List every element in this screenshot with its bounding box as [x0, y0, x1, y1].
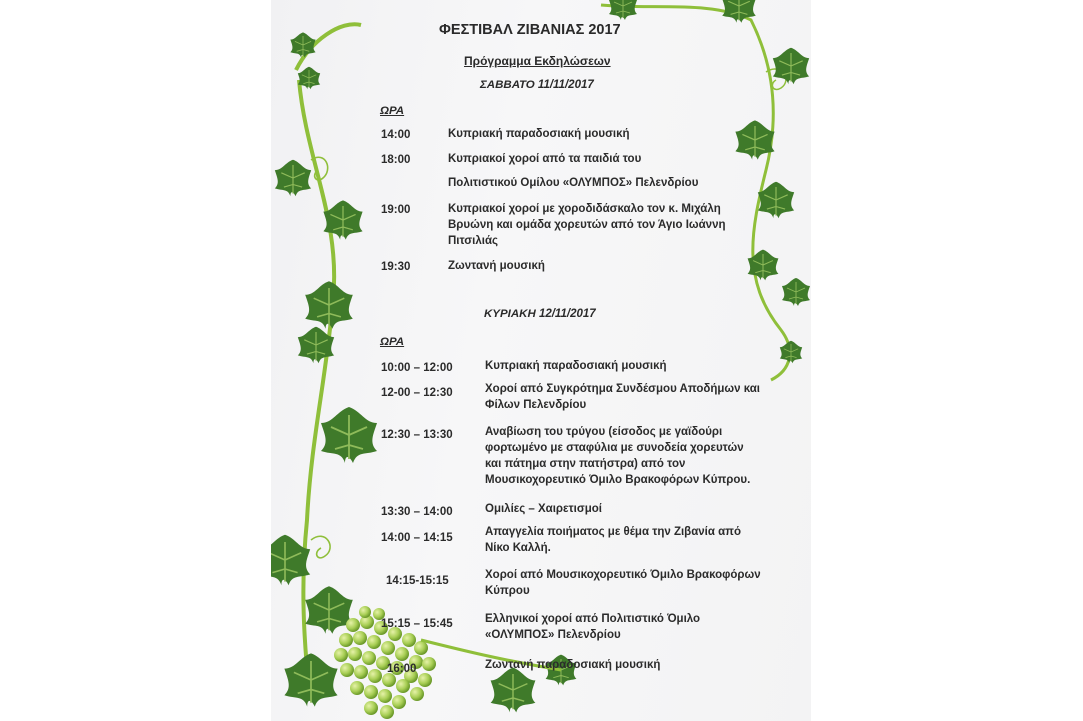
- sunday-time-header: ΩΡΑ: [380, 336, 405, 348]
- event-description: Ζωντανή μουσική: [448, 260, 545, 272]
- event-description: Χοροί από Συγκρότημα Συνδέσμου Αποδήμων και Φίλων Πελενδρίου: [485, 383, 760, 411]
- event-description: Ελληνικοί χοροί από Πολιτιστικό Όμιλο «ΟΛΥΜΠΟΣ» Πελενδρίου: [485, 613, 701, 641]
- event-description: Χοροί από Μουσικοχορευτικό Όμιλο Βρακοφόρων Κύπρου: [485, 569, 761, 597]
- event-description: Κυπριακοί χοροί με χοροδιδάσκαλο τον κ. Μιχάλη Βρυώνη και ομάδα χορευτών από τον Άγιο Ιωάννη Πιτσιλιάς: [448, 203, 726, 247]
- event-time: 14:00: [381, 129, 411, 141]
- event-description: Απαγγελία ποιήματος με θέμα την Ζιβανία από Νίκο Καλλή.: [485, 526, 742, 554]
- event-description: Κυπριακή παραδοσιακή μουσική: [485, 360, 667, 372]
- program-subtitle: Πρόγραμμα Εκδηλώσεων: [464, 54, 611, 68]
- event-description: Κυπριακοί χοροί από τα παιδιά του: [448, 153, 642, 165]
- event-description: Ζωντανή παραδοσιακή μουσική: [485, 659, 661, 671]
- program-sheet: [271, 0, 811, 721]
- event-time: 14:15-15:15: [386, 575, 449, 587]
- event-time: 13:30 – 14:00: [381, 506, 453, 518]
- sunday-date: ΚΥΡΙΑΚΗ 12/11/2017: [484, 308, 596, 320]
- event-time: 19:00: [381, 204, 411, 216]
- event-description: Ομιλίες – Χαιρετισμοί: [485, 503, 602, 515]
- event-time: 16:00: [387, 663, 417, 675]
- festival-title: ΦΕΣΤΙΒΑΛ ΖΙΒΑΝΙΑΣ 2017: [439, 22, 621, 38]
- event-description: Κυπριακή παραδοσιακή μουσική: [448, 128, 630, 140]
- event-time: 14:00 – 14:15: [381, 532, 453, 544]
- event-time: 12-00 – 12:30: [381, 387, 453, 399]
- saturday-time-header: ΩΡΑ: [380, 105, 405, 117]
- event-time: 10:00 – 12:00: [381, 362, 453, 374]
- saturday-date: ΣΑΒΒΑΤΟ 11/11/2017: [480, 79, 594, 91]
- event-description: Αναβίωση του τρύγου (είσοδος με γαϊδούρι φορτωμένο με σταφύλια με συνοδεία χορευτών και πάτημα στην πατήστρα) από τον Μουσικοχορευτικό Όμιλο Βρακοφόρων Κύπρου.: [485, 426, 751, 486]
- event-description: Πολιτιστικού Ομίλου «ΟΛΥΜΠΟΣ» Πελενδρίου: [448, 177, 699, 189]
- event-time: 18:00: [381, 154, 411, 166]
- event-time: 19:30: [381, 261, 411, 273]
- event-time: 12:30 – 13:30: [381, 429, 453, 441]
- event-time: 15:15 – 15:45: [381, 618, 453, 630]
